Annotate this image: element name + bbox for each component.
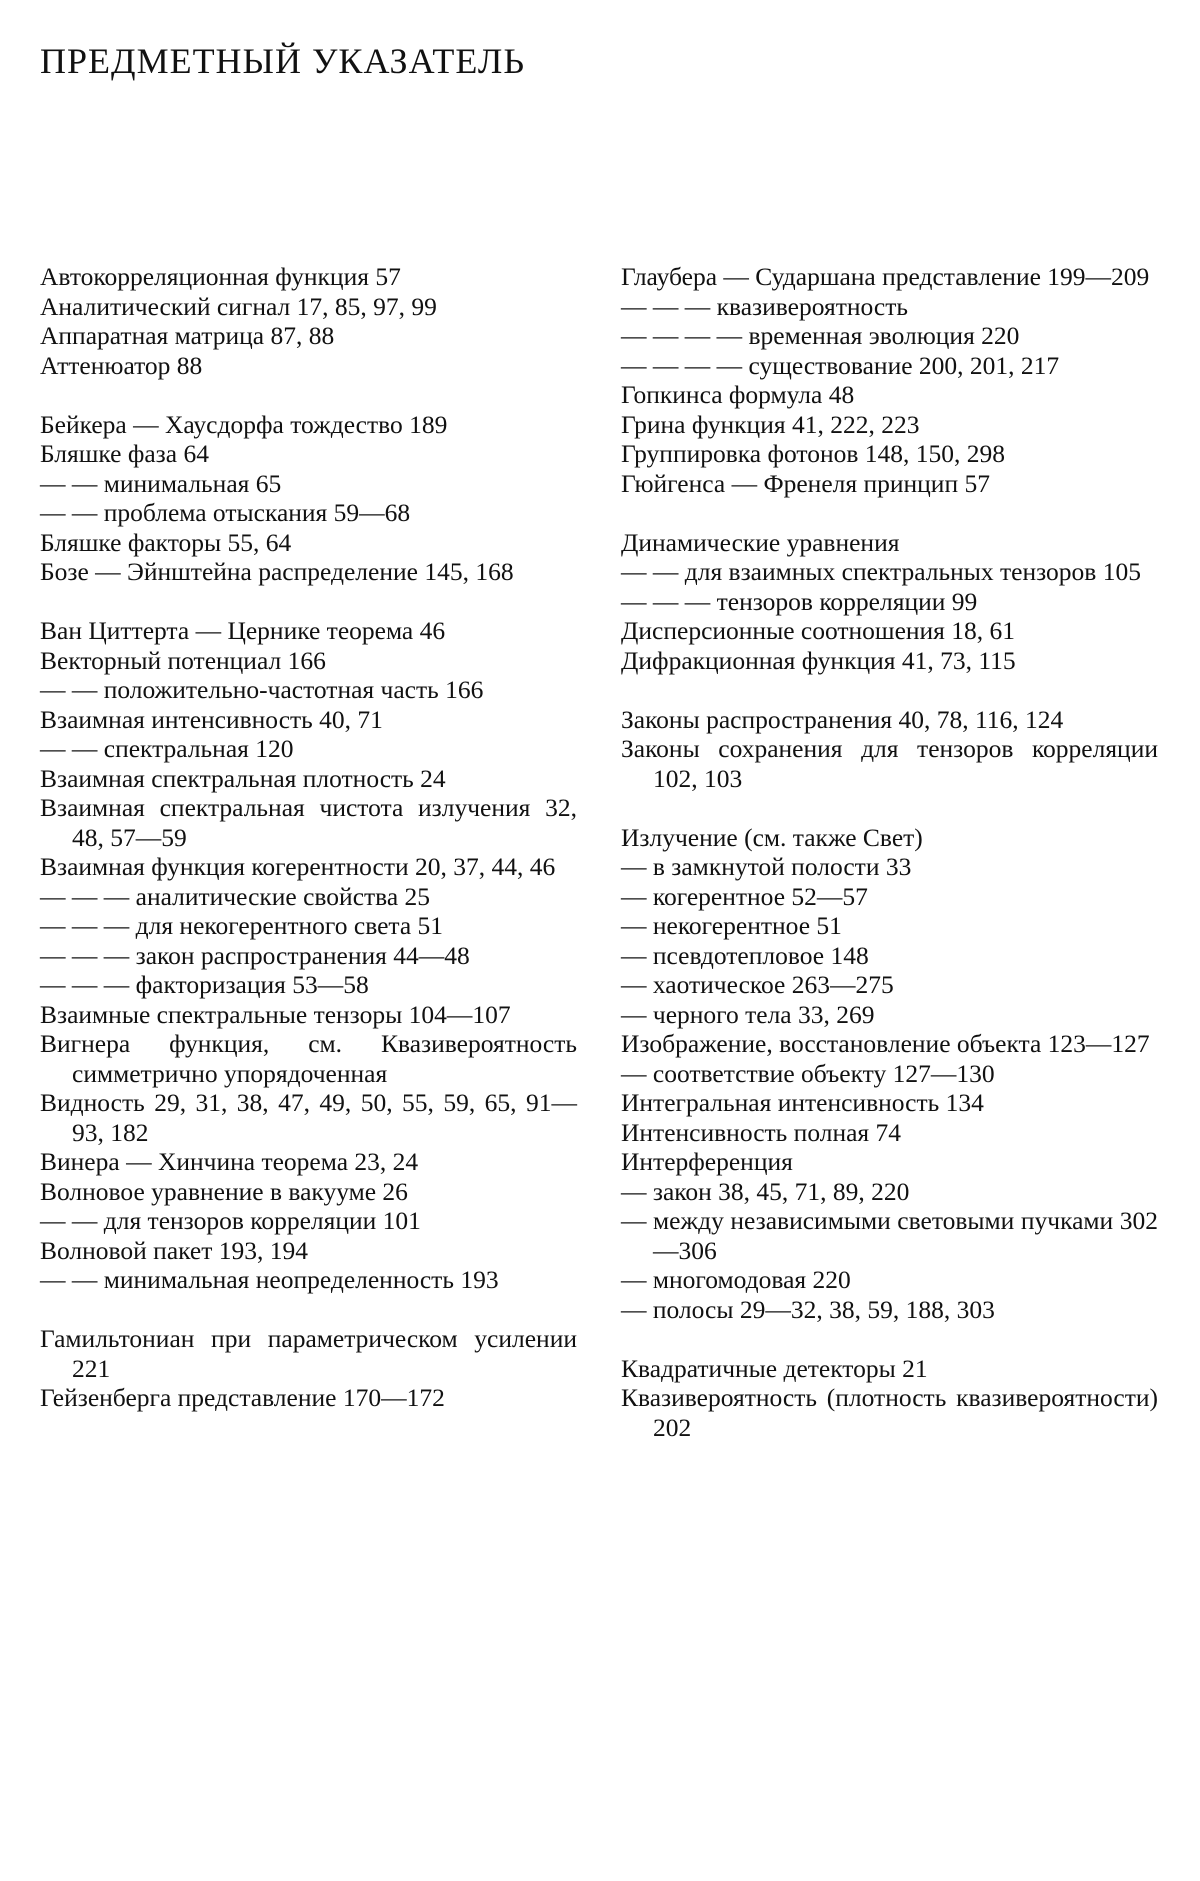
index-entry: — — для взаимных спектральных тензоров 105 [621, 557, 1141, 586]
index-entry: Автокорреляционная функция 57 [40, 262, 401, 291]
index-entry: Векторный потенциал 166 [40, 645, 326, 675]
index-entry: Аттенюатор 88 [40, 350, 203, 380]
index-entry: — — спектральная 120 [40, 734, 294, 763]
index-entry: — — минимальная неопределенность 193 [40, 1265, 499, 1294]
index-entry: Дифракционная функция 41, 73, 115 [621, 645, 1016, 675]
index-entry: Гамильтониан при параметрическом усилении 221 [40, 1324, 577, 1383]
index-entry: Ван Циттерта — Цернике теорема 46 [40, 616, 446, 645]
index-entry: Интенсивность полная 74 [621, 1117, 902, 1147]
index-entry: Глаубера — Сударшана представление 199—209 [621, 262, 1150, 291]
index-entry: — хаотическое 263—275 [621, 970, 894, 999]
index-entry: Гейзенберга представление 170—172 [40, 1383, 445, 1412]
index-entry: — — — — существование 200, 201, 217 [621, 350, 1060, 380]
index-entry: Гопкинса формула 48 [621, 380, 855, 409]
index-entry: — некогерентное 51 [621, 911, 842, 940]
index-group [621, 823, 1158, 1325]
index-entry: Квазивероятность (плотность квазивероятности) 202 [621, 1383, 1158, 1442]
index-entry: — — — — временная эволюция 220 [621, 321, 1020, 350]
index-entry: — псевдотепловое 148 [621, 940, 869, 970]
index-entry: Взаимная функция когерентности 20, 37, 44, 46 [40, 852, 556, 881]
index-entry: Интерференция [621, 1147, 793, 1176]
index-group [621, 262, 1158, 498]
index-entry: — многомодовая 220 [621, 1265, 851, 1294]
index-entry: Дисперсионные соотношения 18, 61 [621, 616, 1016, 645]
index-entry: — — — аналитические свойства 25 [40, 881, 431, 911]
index-entry: — — — закон распространения 44—48 [40, 940, 470, 970]
index-entry: — черного тела 33, 269 [621, 999, 875, 1029]
index-entry: — — — квазивероятность [621, 291, 908, 321]
index-entry: Изображение, восстановление объекта 123—127 [621, 1029, 1150, 1058]
index-entry: — в замкнутой полости 33 [621, 852, 912, 881]
index-entry: Динамические уравнения [621, 527, 900, 557]
index-group [40, 410, 577, 587]
index-entry: Квадратичные детекторы 21 [621, 1353, 928, 1383]
index-group [40, 1324, 577, 1413]
index-entry: — полосы 29—32, 38, 59, 188, 303 [621, 1294, 995, 1324]
index-entry: Интегральная интенсивность 134 [621, 1088, 984, 1117]
index-entry: — — положительно-частотная часть 166 [40, 675, 484, 704]
index-entry: Аналитический сигнал 17, 85, 97, 99 [40, 291, 437, 321]
index-entry: Излучение (см. также Свет) [621, 822, 923, 852]
index-entry: — — — факторизация 53—58 [40, 970, 369, 999]
index-entry: Законы распространения 40, 78, 116, 124 [621, 704, 1064, 734]
index-entry: Грина функция 41, 222, 223 [621, 409, 920, 439]
index-entry: — — проблема отыскания 59—68 [40, 498, 411, 527]
index-entry: Вигнера функция, см. Квазивероятность симметрично упорядоченная [40, 1029, 577, 1088]
index-column-right [621, 262, 1158, 1472]
index-entry: Бляшке фаза 64 [40, 439, 209, 468]
index-entry: Винера — Хинчина теорема 23, 24 [40, 1147, 419, 1176]
index-entry: Группировка фотонов 148, 150, 298 [621, 439, 1006, 468]
index-group [621, 705, 1158, 794]
index-group [621, 1354, 1158, 1443]
page-title: ПРЕДМЕТНЫЙ УКАЗАТЕЛЬ [40, 41, 526, 81]
index-entry: Законы сохранения для тензоров корреляции 102, 103 [621, 734, 1158, 793]
index-entry: — — — для некогерентного света 51 [40, 911, 444, 940]
index-entry: Волновой пакет 193, 194 [40, 1235, 308, 1265]
index-entry: Видность 29, 31, 38, 47, 49, 50, 55, 59, 65, 91—93, 182 [40, 1088, 577, 1147]
index-entry: — соответствие объекту 127—130 [621, 1058, 995, 1088]
index-entry: Гюйгенса — Френеля принцип 57 [621, 468, 990, 498]
index-entry: — когерентное 52—57 [621, 881, 868, 911]
index-entry: Бейкера — Хаусдорфа тождество 189 [40, 409, 448, 439]
index-entry: — между независимыми световыми пучками 302—306 [621, 1206, 1158, 1265]
index-entry: Взаимная спектральная плотность 24 [40, 763, 446, 793]
index-entry: — — — тензоров корреляции 99 [621, 586, 978, 616]
index-group [40, 262, 577, 380]
index-entry: Бозе — Эйнштейна распределение 145, 168 [40, 557, 514, 586]
index-entry: Взаимная спектральная чистота излучения 32, 48, 57—59 [40, 793, 577, 852]
index-entry: Взаимная интенсивность 40, 71 [40, 704, 383, 734]
index-entry: Аппаратная матрица 87, 88 [40, 321, 335, 350]
index-entry: — — минимальная 65 [40, 468, 282, 498]
index-entry: Волновое уравнение в вакууме 26 [40, 1176, 408, 1206]
index-entry: Бляшке факторы 55, 64 [40, 527, 292, 557]
index-entry: — закон 38, 45, 71, 89, 220 [621, 1176, 910, 1206]
index-group [40, 616, 577, 1295]
index-column-left [40, 262, 577, 1442]
index-group [621, 528, 1158, 676]
index-entry: — — для тензоров корреляции 101 [40, 1206, 421, 1235]
index-entry: Взаимные спектральные тензоры 104—107 [40, 999, 511, 1029]
